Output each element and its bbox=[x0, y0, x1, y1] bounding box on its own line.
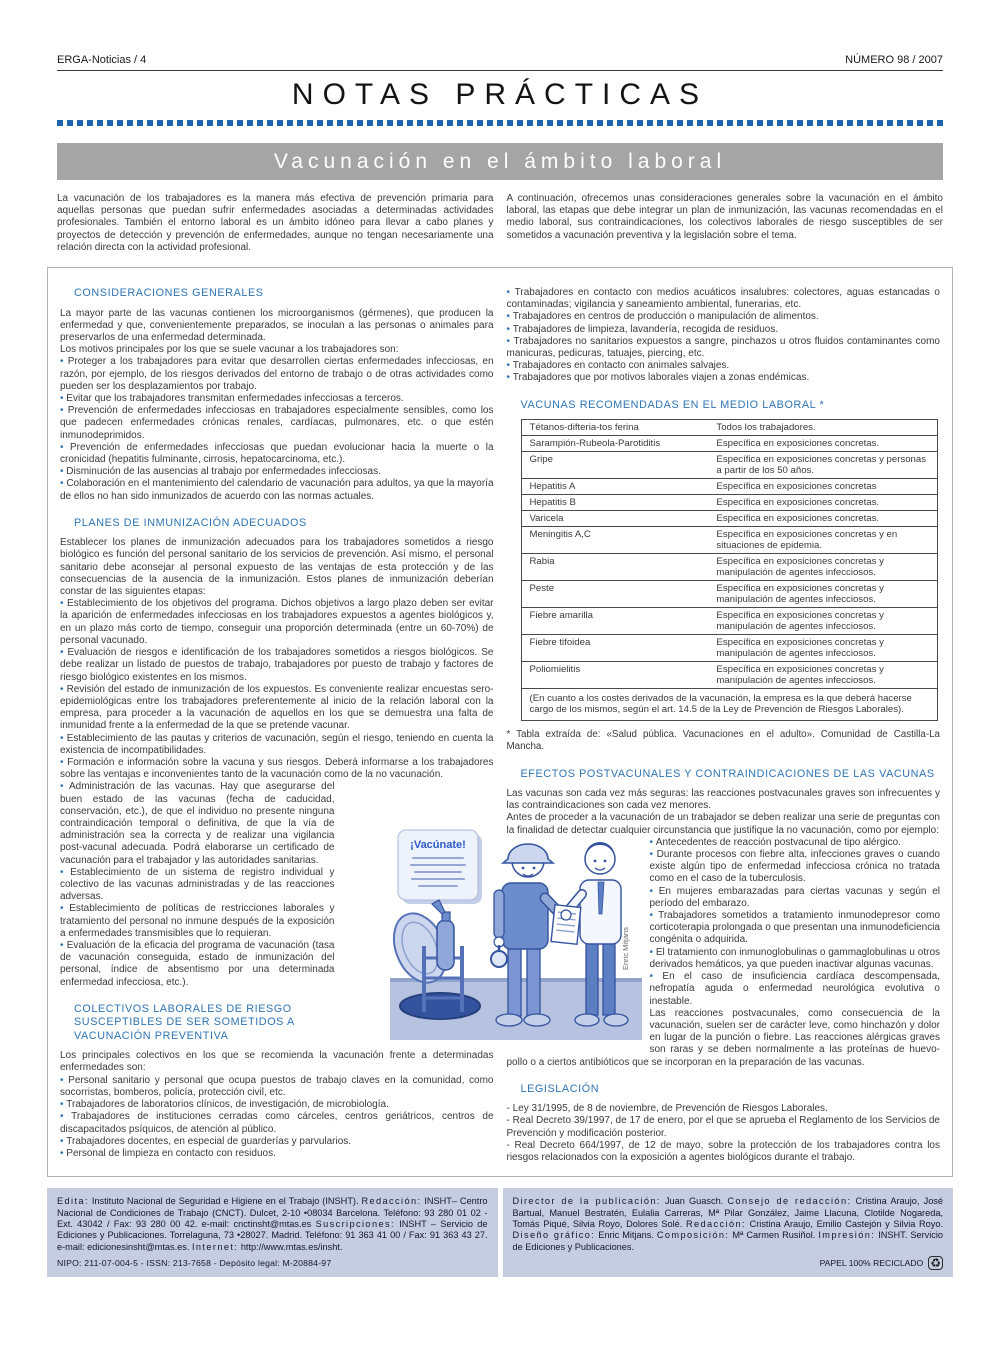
bullet-item: • Trabajadores que por motivos laborales viajen a zonas endémicas. bbox=[507, 372, 941, 384]
table-row bbox=[521, 635, 938, 662]
footer-text: Cristina Araujo, Emilio Castejón y Silvia Royo. bbox=[745, 1219, 943, 1230]
paragraph: Las vacunas son cada vez más seguras: las reacciones postvacunales graves son infrecuentes y las contraindicaciones son cada vez menores. bbox=[506, 788, 940, 812]
vaccine-cell: Fiebre tifoidea bbox=[521, 635, 708, 662]
bullet-item: • Prevención de enfermedades infecciosas en trabajadores especialmente sensibles, como los que padecen enfermedades crónicas renales, cardíacas, pulmonares, etc. o que estén inmunodeprimidos. bbox=[60, 405, 494, 442]
bullet-item: • Revisión del estado de inmunización de los expuestos. Es conveniente realizar encuestas sero-epidemiológicas entre los trabajadores preferentemente al inicio de la relación laboral con la empresa, para proceder a la vacunación de aquellos en los que se demuestra una falta de inmunidad frente a la enfermedad de la que se pretende vacunar. bbox=[60, 684, 494, 733]
footer-label: Suscripciones: bbox=[315, 1219, 395, 1230]
vaccines-table bbox=[521, 419, 939, 721]
paragraph: Establecer los planes de inmunización adecuados para los trabajadores sometidos a riesgo biológico es función del personal sanitario de los servicios de prevención. Así mismo, el personal sanitario debe aconsejar al personal expuesto de las ventajas de esta protección y de las consecuencias de la ausencia de la inmunización. Estos planes de inmunización deberían constar de las siguientes etapas: bbox=[60, 537, 494, 598]
table-row bbox=[521, 554, 938, 581]
section-heading-vacunas: VACUNAS RECOMENDADAS EN EL MEDIO LABORAL * bbox=[520, 398, 825, 411]
indication-cell: Específica en exposiciones concretas y en situaciones de epidemia. bbox=[708, 527, 937, 554]
nipo-line: NIPO: 211-07-004-5 - ISSN: 213-7658 - Depósito legal: M-20884-97 bbox=[57, 1258, 332, 1269]
bullet-item: • Establecimiento de las pautas y criterios de vacunación, según el riesgo, teniendo en cuenta la existencia de incompatibilidades. bbox=[60, 733, 494, 757]
bullet-item: • Prevención de enfermedades infecciosas que puedan evolucionar hacia la muerte o la cronicidad (hepatitis fulminante, cirrosis, hepatocarcinoma, etc.). bbox=[60, 442, 494, 466]
magnifying-glass-icon bbox=[491, 945, 507, 967]
vaccine-cell: Peste bbox=[521, 581, 708, 608]
indication-cell: Específica en exposiciones concretas. bbox=[708, 436, 937, 452]
bullet-item: • Evaluación de riesgos e identificación de los trabajadores sometidos a riesgos biológicos. Se debe realizar un listado de puestos de trabajo, trabajadores por puesto de trabajo y factores de riesgo biológico existentes en los mismos. bbox=[60, 647, 494, 684]
table-note: (En cuanto a los costes derivados de la vacunación, la empresa es la que deberá hacerse cargo de los mismos, según el art. 14.5 de la Ley de Prevención de Riesgos Laborales). bbox=[521, 689, 938, 721]
bullet-item: • Establecimiento de un sistema de registro individual y colectivo de las vacunas administradas y de las reacciones adversas. bbox=[60, 867, 494, 904]
footer-label: Consejo de redacción: bbox=[727, 1196, 852, 1207]
table-row bbox=[521, 608, 938, 635]
paragraph: Los principales colectivos en los que se recomienda la vacunación frente a determinadas enfermedades son: bbox=[60, 1050, 494, 1074]
indication-cell: Específica en exposiciones concretas. bbox=[708, 495, 937, 511]
paragraph: Los motivos principales por los que se suele vacunar a los trabajadores son: bbox=[60, 344, 399, 356]
recycle-icon: ♻ bbox=[930, 1256, 941, 1271]
vaccine-cell: Gripe bbox=[521, 452, 708, 479]
bullet-item: • Trabajadores en contacto con medios acuáticos insalubres: colectores, aguas estancadas o contaminadas; vigilancia y saneamiento ambiental, funerarias, etc. bbox=[507, 287, 941, 311]
bullet-item: • Personal de limpieza en contacto con residuos. bbox=[60, 1148, 494, 1160]
vaccination-illustration bbox=[390, 828, 642, 1044]
bullet-item: • Trabajadores de limpieza, lavandería, recogida de residuos. bbox=[507, 324, 941, 336]
indication-cell: Específica en exposiciones concretas y manipulación de agentes infecciosos. bbox=[708, 635, 937, 662]
bullet-item: • Proteger a los trabajadores para evitar que desarrollen ciertas enfermedades infecciosas, en razón, por ejemplo, de los riesgos derivados del entorno de trabajo o de otras actividades como pueden ser los desplazamientos por trabajo. bbox=[60, 356, 494, 393]
vaccine-cell: Hepatitis B bbox=[521, 495, 708, 511]
header-right: NÚMERO 98 / 2007 bbox=[845, 54, 943, 66]
bullet-item: • Establecimiento de políticas de restricciones laborales y tratamiento del personal no inmune después de la exposición a enfermedades transmisibles que lo requieran. bbox=[60, 903, 494, 940]
legislation-item: - Ley 31/1995, de 8 de noviembre, de Prevención de Riesgos Laborales. bbox=[506, 1103, 828, 1115]
footer-credits-box bbox=[503, 1188, 954, 1277]
bullet-item: • Personal sanitario y personal que ocupa puestos de trabajo claves en la comunidad, como socorristas, bomberos, policía, protección civil, etc. bbox=[60, 1075, 494, 1099]
table-row bbox=[521, 436, 938, 452]
bullet-item: • Colaboración en el mantenimiento del calendario de vacunación para adultos, ya que la mayoría de ellos no han sido inmunizados de acuerdo con las normas actuales. bbox=[60, 478, 494, 502]
table-row bbox=[521, 420, 938, 436]
bullet-item: • Trabajadores de laboratorios clínicos, de investigación, de microbiología. bbox=[60, 1099, 494, 1111]
vaccine-cell: Fiebre amarilla bbox=[521, 608, 708, 635]
paragraph: La mayor parte de las vacunas contienen los microorganismos (gérmenes), que producen la enfermedad y que, convenientemente preparados, se inoculan a las personas o animales para preservarlos de una enfermedad determinada. bbox=[60, 307, 494, 343]
artist-signature: Enric Mitjans bbox=[621, 927, 630, 971]
vaccine-cell: Meningitis A,C bbox=[521, 527, 708, 554]
footer-label: Composición: bbox=[656, 1230, 730, 1241]
intro-section bbox=[57, 193, 943, 254]
vaccine-cell: Poliomielitis bbox=[521, 662, 708, 689]
dotted-divider bbox=[57, 120, 943, 126]
recycled-paper-line bbox=[513, 1256, 944, 1270]
bullet-item: • Evaluación de la eficacia del programa de vacunación (tasa de vacunación conseguida, estado de inmunización del personal, índice de absentismo por una determinada enfermedad infecciosa, etc.). bbox=[60, 940, 494, 989]
indication-cell: Específica en exposiciones concretas y manipulación de agentes infecciosos. bbox=[708, 608, 937, 635]
indication-cell: Todos los trabajadores. bbox=[716, 422, 816, 434]
table-row bbox=[521, 495, 938, 511]
table-row bbox=[521, 511, 938, 527]
footer-text: Mª Carmen Rusiñol. bbox=[729, 1230, 819, 1241]
section-heading-legislacion: LEGISLACIÓN bbox=[520, 1082, 600, 1095]
footer-text: INSHT – Servicio de Ediciones y Publicaciones. Torrelaguna, 73 •28027. Madrid. Teléfono: 91 363 41 00 / Fax: 91 363 43 27. e-mail: edicionesinsht@mtas.es. bbox=[57, 1219, 488, 1252]
paragraph: Las reacciones postvacunales, como consecuencia de la vacunación, suelen ser de carácter leve, como hinchazón y dolor en lugar de la punción o fiebre. Las reacciones alérgicas graves son raras y se deben normalmente a las proteínas de huevo-pollo o a ciertos antibióticos que se incorporan en la preparación de las vacunas. bbox=[506, 1007, 940, 1068]
table-row bbox=[521, 662, 938, 689]
bullet-item: • Establecimiento de los objetivos del programa. Dichos objetivos a largo plazo deben ser evitar la aparición de enfermedades infecciosas en los trabajadores expuestos a agentes biológicos y, en un plazo más corto de tiempo, conseguir una proporción determinada (entre un 60-70%) de personal vacunado. bbox=[60, 598, 494, 647]
legislation-item: - Real Decreto 664/1997, de 12 de mayo, sobre la protección de los trabajadores contra los riesgos relacionados con la exposición a agentes biológicos durante el trabajo. bbox=[506, 1139, 940, 1164]
page-header bbox=[0, 0, 1000, 70]
table-row bbox=[521, 527, 938, 554]
bullet-item: • Trabajadores en contacto con animales salvajes. bbox=[507, 360, 941, 372]
recycled-paper-text: PAPEL 100% RECICLADO bbox=[819, 1257, 924, 1268]
footer-label: Director de la publicación: bbox=[512, 1196, 661, 1207]
footer-text: Enric Mitjans. bbox=[595, 1230, 657, 1241]
bullet-item: • Formación e información sobre la vacuna y sus riesgos. Deberá informarse a los trabajadores sobre las ventajas e inconvenientes tanto de la vacunación como de la no vacunación. bbox=[60, 757, 494, 781]
hard-hat-icon bbox=[503, 844, 553, 863]
page-footer bbox=[47, 1188, 953, 1277]
footer-text: INSHT– Centro Nacional de Condiciones de Trabajo (CNCT). Dulcet, 2-10 •08034 Barcelona. Teléfono: 93 280 01 02 - Ext. 43042 / Fax: 93 280 00 42. e-mail: cnctinsht@mtas.es bbox=[57, 1196, 488, 1230]
section-heading-colectivos: COLECTIVOS LABORALES DE RIESGO SUSCEPTIBLES DE SER SOMETIDOS A VACUNACIÓN PREVENTIVA bbox=[74, 1002, 295, 1042]
indication-cell: Específica en exposiciones concretas y manipulación de agentes infecciosos. bbox=[708, 662, 937, 689]
intro-right-paragraph: A continuación, ofrecemos unas consideraciones generales sobre la vacunación en el ámbito laboral, las etapas que debe integrar un plan de inmunización, las vacunas recomendadas en el medio laboral, sus contraindicaciones, los colectivos laborales de riesgo susceptibles de ser sometidos a vacunación preventiva y la legislación sobre el tema. bbox=[506, 193, 943, 241]
vacunate-sign-text: ¡Vacúnate! bbox=[410, 839, 466, 852]
footer-text: http://www.mtas.es/insht. bbox=[238, 1241, 343, 1252]
footer-label: Internet: bbox=[191, 1241, 239, 1252]
bullet-item: • Trabajadores en centros de producción o manipulación de alimentos. bbox=[507, 311, 941, 323]
footer-edita-box bbox=[47, 1188, 498, 1277]
vaccine-cell: Tétanos-difteria-tos ferina bbox=[529, 422, 639, 434]
bullet-item: • En mujeres embarazadas para ciertas vacunas y según el período del embarazo. bbox=[507, 886, 941, 910]
bullet-item: • Trabajadores no sanitarios expuestos a sangre, pinchazos u otros fluidos contaminantes como manicuras, pedicuras, tatuajes, piercing, etc. bbox=[507, 336, 941, 360]
table-note-row bbox=[521, 689, 938, 721]
indication-cell: Específica en exposiciones concretas y manipulación de agentes infecciosos. bbox=[708, 581, 937, 608]
header-left: ERGA-Noticias / 4 bbox=[57, 54, 147, 66]
bullet-item: • Disminución de las ausencias al trabajo por enfermedades infecciosas. bbox=[60, 466, 494, 478]
bullet-item: • Trabajadores de instituciones cerradas como cárceles, centros geriátricos, centros de discapacitados psíquicos, de atención al público. bbox=[60, 1111, 494, 1135]
section-heading-planes: PLANES DE INMUNIZACIÓN ADECUADOS bbox=[74, 516, 307, 529]
footer-text: Instituto Nacional de Seguridad e Higiene en el Trabajo (INSHT). bbox=[88, 1196, 362, 1207]
vaccine-cell: Hepatitis A bbox=[521, 479, 708, 495]
table-row bbox=[521, 581, 938, 608]
footer-label: Impresión: bbox=[818, 1230, 876, 1241]
bullet-item: • Durante procesos con fiebre alta, infecciones graves o cuando existe algún tipo de enfermedad infecciosa crónica no tratada como en el caso de la tuberculosis. bbox=[507, 849, 941, 886]
vaccine-cell: Varicela bbox=[521, 511, 708, 527]
section-heading-consideraciones: CONSIDERACIONES GENERALES bbox=[74, 287, 264, 300]
main-content-box bbox=[47, 267, 953, 1177]
indication-cell: Específica en exposiciones concretas y personas a partir de los 50 años. bbox=[708, 452, 937, 479]
footer-text: INSHT. Servicio de Ediciones y Publicaciones. bbox=[512, 1230, 944, 1252]
footer-text: Juan Guasch. bbox=[660, 1196, 728, 1207]
vaccine-cell: Sarampión-Rubeola-Parotiditis bbox=[521, 436, 708, 452]
bullet-item: • En el caso de insuficiencia cardíaca descompensada, nefropatía aguda o enfermedad neurológica evolutiva o inestable. bbox=[507, 971, 941, 1008]
vaccination-illustration-svg bbox=[390, 828, 642, 1044]
article-banner: Vacunación en el ámbito laboral bbox=[57, 143, 943, 180]
table-row bbox=[521, 479, 938, 495]
footer-label: Edita: bbox=[57, 1196, 89, 1207]
vacunate-sign bbox=[398, 830, 482, 904]
table-footnote: * Tabla extraída de: «Salud pública. Vacunaciones en el adulto». Comunidad de Castilla-La Mancha. bbox=[506, 729, 940, 753]
bullet-item: • Administración de las vacunas. Hay que asegurarse del buen estado de las vacunas (fecha de caducidad, conservación, etc.), de que el individuo no presente ninguna contraindicación temporal o definitiva, de que la vía de administración sea la correcta y de realizar una vigilancia post-vacunal adecuada. Podrá elaborarse un certificado de vacunación para el trabajador y las autoridades sanitarias. bbox=[60, 781, 494, 866]
table-row bbox=[521, 452, 938, 479]
bullet-item: • Trabajadores sometidos a tratamiento inmunodepresor como corticoterapia prolongada o que presentan una inmunodeficiencia congénita o adquirida. bbox=[507, 910, 941, 947]
legislation-item: - Real Decreto 39/1997, de 17 de enero, por el que se aprueba el Reglamento de los Servicios de Prevención y modificación posterior. bbox=[506, 1115, 940, 1139]
indication-cell: Específica en exposiciones concretas y manipulación de agentes infecciosos. bbox=[708, 554, 937, 581]
indication-cell: Específica en exposiciones concretas bbox=[708, 479, 937, 495]
footer-label: Redacción: bbox=[685, 1219, 746, 1230]
footer-label: Diseño gráfico: bbox=[512, 1230, 596, 1241]
bullet-item: • Antecedentes de reacción postvacunal de tipo alérgico. bbox=[507, 837, 941, 849]
footer-text: Cristina Araujo, José Bartual, Manuel Bestratén, Eulalia Carreras, Mª Pilar González, Jaime Llacuna, Clotilde Nogareda, Tomás Piqué, Silvia Royo, Dolores Solé. bbox=[512, 1196, 944, 1230]
footer-label: Redacción: bbox=[361, 1196, 422, 1207]
page-title: NOTAS PRÁCTICAS bbox=[291, 78, 709, 111]
vaccine-cell: Rabia bbox=[521, 554, 708, 581]
bullet-item: • Evitar que los trabajadores transmitan enfermedades infecciosas a terceros. bbox=[60, 393, 494, 405]
header-rule bbox=[57, 70, 943, 71]
paragraph: Antes de proceder a la vacunación de un trabajador se deben realizar una serie de preguntas con la finalidad de detectar cualquier circunstancia que justifique la no vacunación, como por ejemplo: bbox=[506, 812, 940, 836]
bullet-item: • Trabajadores docentes, en especial de guarderías y parvularios. bbox=[60, 1136, 494, 1148]
bullet-item: • El tratamiento con inmunoglobulinas o gammaglobulinas u otros derivados hemáticos, ya que pueden inactivar algunas vacunas. bbox=[507, 947, 941, 971]
indication-cell: Específica en exposiciones concretas. bbox=[708, 511, 937, 527]
section-heading-efectos: EFECTOS POSTVACUNALES Y CONTRAINDICACIONES DE LAS VACUNAS bbox=[520, 767, 935, 780]
intro-left-paragraph: La vacunación de los trabajadores es la manera más efectiva de prevención primaria para aquellas personas que puedan sufrir enfermedades asociadas a determinadas actividades profesionales. También el entorno laboral es un ámbito idóneo para llevar a cabo planes y proyectos de detección y prevención de enfermedades, aunque no tengan necesariamente una relación directa con la actividad profesional. bbox=[57, 193, 494, 253]
